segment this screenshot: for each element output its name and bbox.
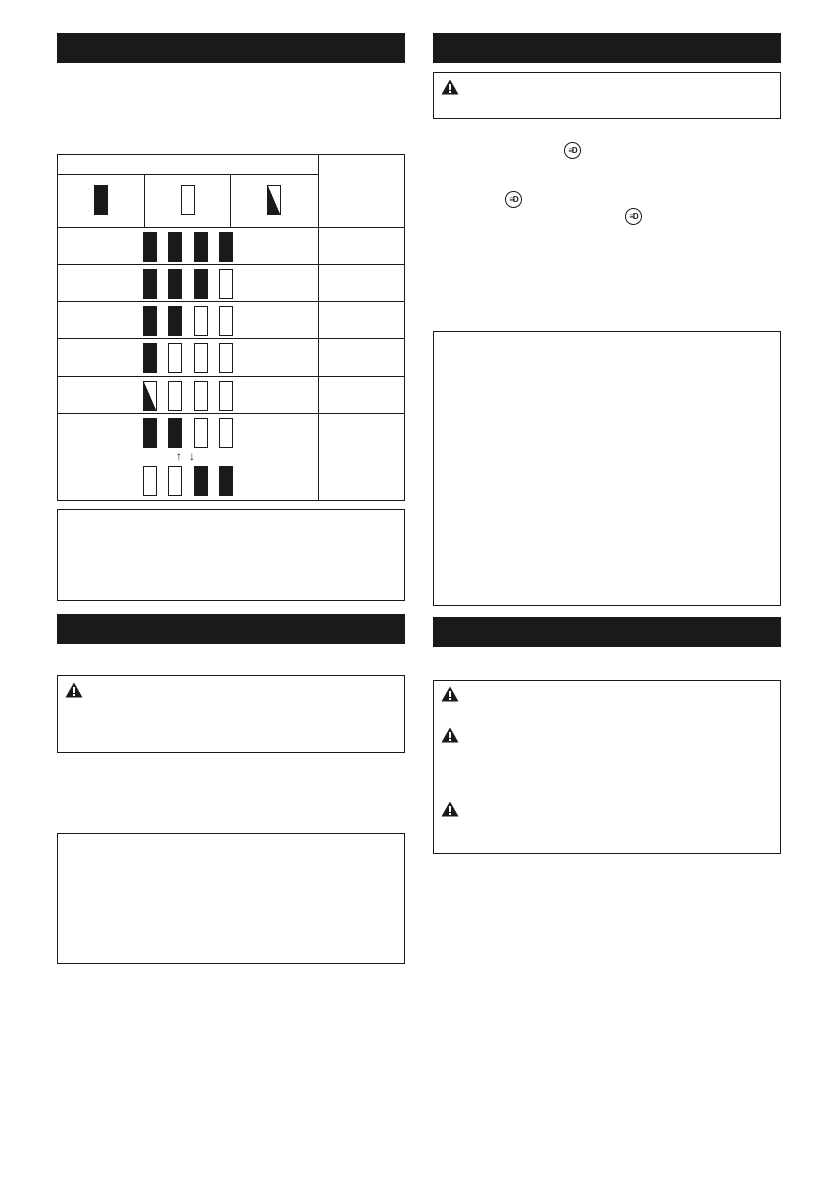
section-header-bar-left-2 <box>57 614 405 644</box>
table-divider <box>230 174 231 227</box>
warning-triangle-icon <box>441 79 459 95</box>
indicator-lamp-on <box>143 269 157 299</box>
led-light-icon: ≡D <box>625 208 642 225</box>
lit-indicator-icon <box>94 185 108 215</box>
indicator-lamp-off <box>194 343 208 373</box>
indicator-lamp-off <box>219 418 233 448</box>
warning-box-left <box>57 675 405 753</box>
indicator-lamp-off <box>219 306 233 336</box>
indicator-lamp-on <box>194 269 208 299</box>
table-divider <box>58 376 404 377</box>
indicator-lamp-on <box>168 418 182 448</box>
warning-triangle-icon <box>65 682 83 698</box>
section-header-bar-right-1 <box>433 33 781 63</box>
indicator-lamp-on <box>219 466 233 496</box>
table-divider <box>58 301 404 302</box>
indicator-lamp-on <box>219 232 233 262</box>
section-header-bar-left-1 <box>57 33 405 63</box>
arrow-down-icon: ↓ <box>189 449 195 463</box>
indicator-lamp-off <box>168 466 182 496</box>
indicator-lamp-on <box>143 343 157 373</box>
indicator-lamp-on <box>194 232 208 262</box>
warning-triangle-icon <box>441 686 459 702</box>
table-divider <box>58 413 404 414</box>
led-light-icon: ≡D <box>564 142 581 159</box>
battery-indicator-table <box>57 154 405 501</box>
indicator-lamp-off <box>194 306 208 336</box>
indicator-lamp-on <box>143 232 157 262</box>
indicator-lamp-on <box>168 232 182 262</box>
indicator-lamp-off <box>143 466 157 496</box>
warning-box-right-2 <box>433 680 781 854</box>
indicator-lamp-off <box>219 381 233 411</box>
note-box-right-1 <box>433 331 781 606</box>
indicator-lamp-on <box>143 418 157 448</box>
blinking-indicator-icon <box>267 185 281 215</box>
indicator-lamp-blink <box>143 381 157 411</box>
led-light-icon: ≡D <box>505 191 522 208</box>
warning-triangle-icon <box>441 801 459 817</box>
table-divider <box>144 174 145 227</box>
indicator-lamp-off <box>219 343 233 373</box>
warning-box-right-1 <box>433 72 781 119</box>
warning-triangle-icon <box>441 727 459 743</box>
indicator-lamp-on <box>168 269 182 299</box>
indicator-lamp-off <box>168 343 182 373</box>
arrow-up-icon: ↑ <box>176 449 182 463</box>
note-box-left-1 <box>57 509 405 601</box>
indicator-lamp-off <box>168 381 182 411</box>
indicator-lamp-off <box>219 269 233 299</box>
table-divider <box>318 155 319 500</box>
table-divider <box>58 338 404 339</box>
table-divider <box>58 227 404 228</box>
section-header-bar-right-2 <box>433 617 781 647</box>
off-indicator-icon <box>181 185 195 215</box>
indicator-lamp-off <box>194 381 208 411</box>
indicator-lamp-off <box>194 418 208 448</box>
indicator-lamp-on <box>194 466 208 496</box>
indicator-lamp-on <box>143 306 157 336</box>
table-divider <box>58 174 318 175</box>
table-divider <box>58 264 404 265</box>
indicator-lamp-on <box>168 306 182 336</box>
note-box-left-2 <box>57 833 405 964</box>
